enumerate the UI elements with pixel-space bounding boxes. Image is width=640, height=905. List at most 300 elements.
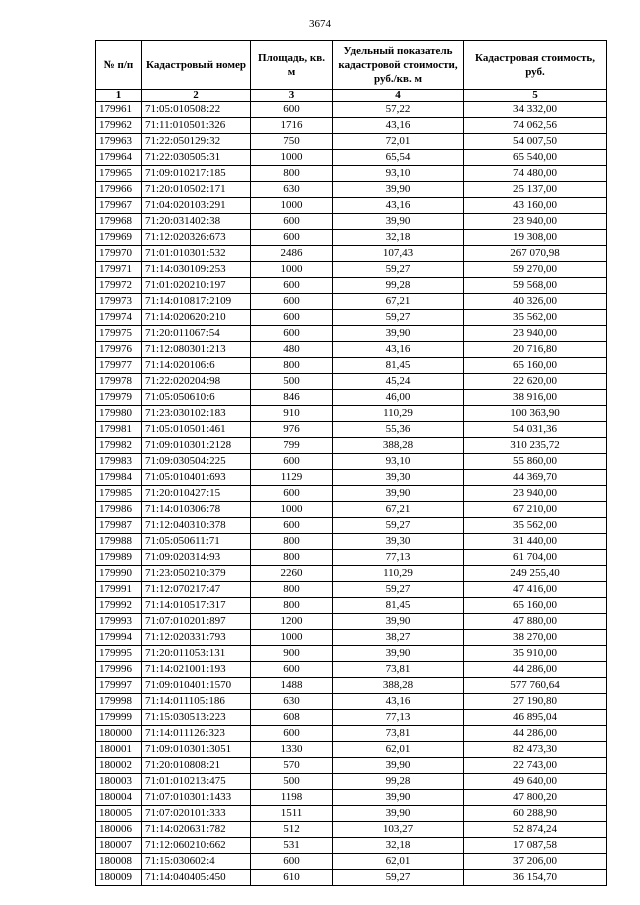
- unit-value-cell: 388,28: [333, 678, 464, 694]
- area-cell: 512: [251, 822, 333, 838]
- unit-value-cell: 99,28: [333, 774, 464, 790]
- cadastral-number-cell: 71:14:020620:210: [142, 310, 251, 326]
- row-number-cell: 179980: [96, 406, 142, 422]
- table-row: [96, 454, 607, 470]
- table-row: [96, 854, 607, 870]
- table-row: [96, 870, 607, 886]
- cadastral-number-cell: 71:12:020326:673: [142, 230, 251, 246]
- row-number-cell: 179987: [96, 518, 142, 534]
- cadastral-value-cell: 49 640,00: [464, 774, 607, 790]
- area-cell: 600: [251, 726, 333, 742]
- cadastral-value-cell: 27 190,80: [464, 694, 607, 710]
- header-area: Площадь, кв. м: [251, 41, 333, 90]
- row-number-cell: 180008: [96, 854, 142, 870]
- cadastral-value-cell: 60 288,90: [464, 806, 607, 822]
- cadastral-number-cell: 71:20:010808:21: [142, 758, 251, 774]
- cadastral-number-cell: 71:14:010817:2109: [142, 294, 251, 310]
- table-row: [96, 230, 607, 246]
- area-cell: 600: [251, 102, 333, 118]
- unit-value-cell: 59,27: [333, 310, 464, 326]
- cadastral-table: [95, 40, 607, 886]
- cadastral-number-cell: 71:01:010301:532: [142, 246, 251, 262]
- area-cell: 608: [251, 710, 333, 726]
- cadastral-value-cell: 47 880,00: [464, 614, 607, 630]
- area-cell: 800: [251, 358, 333, 374]
- area-cell: 570: [251, 758, 333, 774]
- unit-value-cell: 39,90: [333, 646, 464, 662]
- index-cell: 3: [251, 90, 333, 102]
- table-row: [96, 102, 607, 118]
- cadastral-value-cell: 37 206,00: [464, 854, 607, 870]
- table-row: [96, 534, 607, 550]
- page-number: 3674: [309, 18, 331, 30]
- unit-value-cell: 59,27: [333, 518, 464, 534]
- cadastral-number-cell: 71:15:030602:4: [142, 854, 251, 870]
- area-cell: 976: [251, 422, 333, 438]
- unit-value-cell: 59,27: [333, 262, 464, 278]
- cadastral-number-cell: 71:23:050210:379: [142, 566, 251, 582]
- row-number-cell: 179970: [96, 246, 142, 262]
- unit-value-cell: 99,28: [333, 278, 464, 294]
- cadastral-number-cell: 71:14:021001:193: [142, 662, 251, 678]
- cadastral-number-cell: 71:09:010301:3051: [142, 742, 251, 758]
- area-cell: 846: [251, 390, 333, 406]
- row-number-cell: 179995: [96, 646, 142, 662]
- table-row: [96, 246, 607, 262]
- cadastral-number-cell: 71:09:010401:1570: [142, 678, 251, 694]
- cadastral-value-cell: 25 137,00: [464, 182, 607, 198]
- cadastral-number-cell: 71:05:010508:22: [142, 102, 251, 118]
- index-cell: 5: [464, 90, 607, 102]
- row-number-cell: 179990: [96, 566, 142, 582]
- unit-value-cell: 77,13: [333, 550, 464, 566]
- cadastral-number-cell: 71:12:040310:378: [142, 518, 251, 534]
- area-cell: 800: [251, 582, 333, 598]
- unit-value-cell: 72,01: [333, 134, 464, 150]
- table-row: [96, 438, 607, 454]
- row-number-cell: 179962: [96, 118, 142, 134]
- unit-value-cell: 39,90: [333, 182, 464, 198]
- cadastral-number-cell: 71:01:010213:475: [142, 774, 251, 790]
- row-number-cell: 179982: [96, 438, 142, 454]
- cadastral-value-cell: 54 007,50: [464, 134, 607, 150]
- cadastral-number-cell: 71:22:020204:98: [142, 374, 251, 390]
- table-row: [96, 710, 607, 726]
- area-cell: 1200: [251, 614, 333, 630]
- area-cell: 1000: [251, 198, 333, 214]
- cadastral-value-cell: 52 874,24: [464, 822, 607, 838]
- row-number-cell: 179974: [96, 310, 142, 326]
- cadastral-value-cell: 38 916,00: [464, 390, 607, 406]
- row-number-cell: 179965: [96, 166, 142, 182]
- row-number-cell: 179967: [96, 198, 142, 214]
- cadastral-value-cell: 23 940,00: [464, 486, 607, 502]
- header-row: [96, 41, 607, 90]
- cadastral-value-cell: 38 270,00: [464, 630, 607, 646]
- row-number-cell: 179988: [96, 534, 142, 550]
- cadastral-number-cell: 71:12:020331:793: [142, 630, 251, 646]
- unit-value-cell: 93,10: [333, 454, 464, 470]
- unit-value-cell: 39,90: [333, 790, 464, 806]
- cadastral-number-cell: 71:09:010301:2128: [142, 438, 251, 454]
- index-row: [96, 90, 607, 102]
- index-cell: 1: [96, 90, 142, 102]
- row-number-cell: 180006: [96, 822, 142, 838]
- row-number-cell: 179969: [96, 230, 142, 246]
- row-number-cell: 179978: [96, 374, 142, 390]
- unit-value-cell: 45,24: [333, 374, 464, 390]
- cadastral-value-cell: 100 363,90: [464, 406, 607, 422]
- cadastral-value-cell: 65 160,00: [464, 598, 607, 614]
- unit-value-cell: 43,16: [333, 118, 464, 134]
- area-cell: 750: [251, 134, 333, 150]
- cadastral-value-cell: 44 369,70: [464, 470, 607, 486]
- cadastral-number-cell: 71:15:030513:223: [142, 710, 251, 726]
- row-number-cell: 179968: [96, 214, 142, 230]
- table-body: [96, 102, 607, 886]
- table-row: [96, 134, 607, 150]
- table-row: [96, 630, 607, 646]
- row-number-cell: 179981: [96, 422, 142, 438]
- cadastral-value-cell: 67 210,00: [464, 502, 607, 518]
- cadastral-number-cell: 71:14:030109:253: [142, 262, 251, 278]
- cadastral-value-cell: 19 308,00: [464, 230, 607, 246]
- table-row: [96, 358, 607, 374]
- index-cell: 2: [142, 90, 251, 102]
- unit-value-cell: 67,21: [333, 294, 464, 310]
- cadastral-number-cell: 71:04:020103:291: [142, 198, 251, 214]
- area-cell: 1000: [251, 150, 333, 166]
- unit-value-cell: 77,13: [333, 710, 464, 726]
- unit-value-cell: 38,27: [333, 630, 464, 646]
- table-row: [96, 262, 607, 278]
- unit-value-cell: 67,21: [333, 502, 464, 518]
- unit-value-cell: 110,29: [333, 406, 464, 422]
- row-number-cell: 179972: [96, 278, 142, 294]
- area-cell: 2486: [251, 246, 333, 262]
- row-number-cell: 179992: [96, 598, 142, 614]
- area-cell: 800: [251, 598, 333, 614]
- area-cell: 480: [251, 342, 333, 358]
- table-row: [96, 550, 607, 566]
- unit-value-cell: 107,43: [333, 246, 464, 262]
- table-row: [96, 326, 607, 342]
- area-cell: 600: [251, 854, 333, 870]
- cadastral-value-cell: 310 235,72: [464, 438, 607, 454]
- area-cell: 630: [251, 182, 333, 198]
- area-cell: 500: [251, 374, 333, 390]
- area-cell: 1511: [251, 806, 333, 822]
- cadastral-value-cell: 35 562,00: [464, 310, 607, 326]
- table-row: [96, 774, 607, 790]
- row-number-cell: 179999: [96, 710, 142, 726]
- table-row: [96, 806, 607, 822]
- table-row: [96, 486, 607, 502]
- cadastral-number-cell: 71:14:011105:186: [142, 694, 251, 710]
- cadastral-number-cell: 71:14:010517:317: [142, 598, 251, 614]
- table-row: [96, 742, 607, 758]
- cadastral-value-cell: 267 070,98: [464, 246, 607, 262]
- row-number-cell: 179961: [96, 102, 142, 118]
- table-row: [96, 390, 607, 406]
- cadastral-number-cell: 71:14:010306:78: [142, 502, 251, 518]
- area-cell: 600: [251, 518, 333, 534]
- unit-value-cell: 43,16: [333, 694, 464, 710]
- row-number-cell: 179983: [96, 454, 142, 470]
- header-unit-value: Удельный показатель кадастровой стоимости, руб./кв. м: [333, 41, 464, 90]
- row-number-cell: 179993: [96, 614, 142, 630]
- cadastral-number-cell: 71:20:031402:38: [142, 214, 251, 230]
- unit-value-cell: 57,22: [333, 102, 464, 118]
- cadastral-number-cell: 71:12:070217:47: [142, 582, 251, 598]
- table-row: [96, 406, 607, 422]
- area-cell: 800: [251, 166, 333, 182]
- cadastral-value-cell: 249 255,40: [464, 566, 607, 582]
- row-number-cell: 179994: [96, 630, 142, 646]
- area-cell: 1000: [251, 502, 333, 518]
- table-row: [96, 694, 607, 710]
- table-row: [96, 838, 607, 854]
- area-cell: 600: [251, 454, 333, 470]
- row-number-cell: 179991: [96, 582, 142, 598]
- area-cell: 2260: [251, 566, 333, 582]
- table-row: [96, 662, 607, 678]
- unit-value-cell: 32,18: [333, 838, 464, 854]
- row-number-cell: 179964: [96, 150, 142, 166]
- cadastral-number-cell: 71:23:030102:183: [142, 406, 251, 422]
- cadastral-value-cell: 47 800,20: [464, 790, 607, 806]
- unit-value-cell: 46,00: [333, 390, 464, 406]
- area-cell: 600: [251, 662, 333, 678]
- row-number-cell: 179986: [96, 502, 142, 518]
- cadastral-value-cell: 35 910,00: [464, 646, 607, 662]
- row-number-cell: 180004: [96, 790, 142, 806]
- cadastral-value-cell: 55 860,00: [464, 454, 607, 470]
- cadastral-value-cell: 20 716,80: [464, 342, 607, 358]
- row-number-cell: 179971: [96, 262, 142, 278]
- area-cell: 600: [251, 310, 333, 326]
- cadastral-number-cell: 71:14:040405:450: [142, 870, 251, 886]
- cadastral-value-cell: 54 031,36: [464, 422, 607, 438]
- table-row: [96, 678, 607, 694]
- unit-value-cell: 59,27: [333, 870, 464, 886]
- cadastral-number-cell: 71:07:020101:333: [142, 806, 251, 822]
- cadastral-value-cell: 74 480,00: [464, 166, 607, 182]
- table-row: [96, 614, 607, 630]
- cadastral-value-cell: 31 440,00: [464, 534, 607, 550]
- header-number: № п/п: [96, 41, 142, 90]
- cadastral-value-cell: 35 562,00: [464, 518, 607, 534]
- unit-value-cell: 81,45: [333, 598, 464, 614]
- area-cell: 531: [251, 838, 333, 854]
- row-number-cell: 180003: [96, 774, 142, 790]
- cadastral-value-cell: 65 160,00: [464, 358, 607, 374]
- cadastral-value-cell: 22 743,00: [464, 758, 607, 774]
- cadastral-value-cell: 43 160,00: [464, 198, 607, 214]
- cadastral-number-cell: 71:14:020631:782: [142, 822, 251, 838]
- cadastral-number-cell: 71:14:011126:323: [142, 726, 251, 742]
- unit-value-cell: 39,90: [333, 214, 464, 230]
- unit-value-cell: 39,30: [333, 470, 464, 486]
- cadastral-value-cell: 65 540,00: [464, 150, 607, 166]
- unit-value-cell: 43,16: [333, 198, 464, 214]
- row-number-cell: 180007: [96, 838, 142, 854]
- cadastral-value-cell: 59 270,00: [464, 262, 607, 278]
- cadastral-value-cell: 34 332,00: [464, 102, 607, 118]
- area-cell: 600: [251, 214, 333, 230]
- unit-value-cell: 110,29: [333, 566, 464, 582]
- cadastral-number-cell: 71:20:011053:131: [142, 646, 251, 662]
- row-number-cell: 179963: [96, 134, 142, 150]
- unit-value-cell: 62,01: [333, 854, 464, 870]
- cadastral-number-cell: 71:05:050611:71: [142, 534, 251, 550]
- row-number-cell: 180000: [96, 726, 142, 742]
- row-number-cell: 179966: [96, 182, 142, 198]
- area-cell: 600: [251, 294, 333, 310]
- table-row: [96, 646, 607, 662]
- row-number-cell: 179998: [96, 694, 142, 710]
- index-cell: 4: [333, 90, 464, 102]
- cadastral-number-cell: 71:20:010502:171: [142, 182, 251, 198]
- area-cell: 1716: [251, 118, 333, 134]
- cadastral-number-cell: 71:11:010501:326: [142, 118, 251, 134]
- cadastral-value-cell: 40 326,00: [464, 294, 607, 310]
- row-number-cell: 179997: [96, 678, 142, 694]
- table-row: [96, 518, 607, 534]
- cadastral-number-cell: 71:09:030504:225: [142, 454, 251, 470]
- cadastral-number-cell: 71:14:020106:6: [142, 358, 251, 374]
- area-cell: 500: [251, 774, 333, 790]
- unit-value-cell: 32,18: [333, 230, 464, 246]
- cadastral-number-cell: 71:12:060210:662: [142, 838, 251, 854]
- table-row: [96, 758, 607, 774]
- table-row: [96, 566, 607, 582]
- area-cell: 900: [251, 646, 333, 662]
- cadastral-value-cell: 577 760,64: [464, 678, 607, 694]
- table-row: [96, 278, 607, 294]
- unit-value-cell: 388,28: [333, 438, 464, 454]
- unit-value-cell: 39,30: [333, 534, 464, 550]
- cadastral-value-cell: 44 286,00: [464, 662, 607, 678]
- cadastral-number-cell: 71:22:030505:31: [142, 150, 251, 166]
- cadastral-number-cell: 71:07:010201:897: [142, 614, 251, 630]
- cadastral-value-cell: 23 940,00: [464, 214, 607, 230]
- row-number-cell: 179984: [96, 470, 142, 486]
- cadastral-number-cell: 71:05:010501:461: [142, 422, 251, 438]
- cadastral-value-cell: 44 286,00: [464, 726, 607, 742]
- cadastral-number-cell: 71:05:050610:6: [142, 390, 251, 406]
- cadastral-value-cell: 22 620,00: [464, 374, 607, 390]
- table-row: [96, 726, 607, 742]
- row-number-cell: 179973: [96, 294, 142, 310]
- table-row: [96, 310, 607, 326]
- area-cell: 1129: [251, 470, 333, 486]
- unit-value-cell: 39,90: [333, 614, 464, 630]
- area-cell: 600: [251, 326, 333, 342]
- table-row: [96, 198, 607, 214]
- area-cell: 610: [251, 870, 333, 886]
- table-row: [96, 342, 607, 358]
- unit-value-cell: 39,90: [333, 806, 464, 822]
- cadastral-number-cell: 71:20:010427:15: [142, 486, 251, 502]
- table-row: [96, 214, 607, 230]
- area-cell: 1488: [251, 678, 333, 694]
- area-cell: 1330: [251, 742, 333, 758]
- table-row: [96, 502, 607, 518]
- row-number-cell: 180009: [96, 870, 142, 886]
- area-cell: 600: [251, 278, 333, 294]
- cadastral-number-cell: 71:12:080301:213: [142, 342, 251, 358]
- row-number-cell: 179975: [96, 326, 142, 342]
- cadastral-value-cell: 47 416,00: [464, 582, 607, 598]
- unit-value-cell: 73,81: [333, 662, 464, 678]
- cadastral-value-cell: 23 940,00: [464, 326, 607, 342]
- cadastral-number-cell: 71:01:020210:197: [142, 278, 251, 294]
- area-cell: 800: [251, 550, 333, 566]
- area-cell: 600: [251, 230, 333, 246]
- area-cell: 1198: [251, 790, 333, 806]
- row-number-cell: 179996: [96, 662, 142, 678]
- unit-value-cell: 55,36: [333, 422, 464, 438]
- cadastral-value-cell: 82 473,30: [464, 742, 607, 758]
- header-cadastral-number: Кадастровый номер: [142, 41, 251, 90]
- table-row: [96, 182, 607, 198]
- table-row: [96, 822, 607, 838]
- cadastral-value-cell: 61 704,00: [464, 550, 607, 566]
- row-number-cell: 180002: [96, 758, 142, 774]
- cadastral-value-cell: 59 568,00: [464, 278, 607, 294]
- cadastral-value-cell: 36 154,70: [464, 870, 607, 886]
- unit-value-cell: 39,90: [333, 758, 464, 774]
- row-number-cell: 180001: [96, 742, 142, 758]
- unit-value-cell: 39,90: [333, 326, 464, 342]
- table-row: [96, 790, 607, 806]
- unit-value-cell: 62,01: [333, 742, 464, 758]
- unit-value-cell: 39,90: [333, 486, 464, 502]
- area-cell: 910: [251, 406, 333, 422]
- row-number-cell: 179976: [96, 342, 142, 358]
- table-row: [96, 118, 607, 134]
- unit-value-cell: 103,27: [333, 822, 464, 838]
- unit-value-cell: 93,10: [333, 166, 464, 182]
- area-cell: 600: [251, 486, 333, 502]
- table-row: [96, 582, 607, 598]
- area-cell: 1000: [251, 630, 333, 646]
- table-row: [96, 422, 607, 438]
- cadastral-number-cell: 71:09:010217:185: [142, 166, 251, 182]
- cadastral-value-cell: 17 087,58: [464, 838, 607, 854]
- table-row: [96, 166, 607, 182]
- cadastral-number-cell: 71:07:010301:1433: [142, 790, 251, 806]
- unit-value-cell: 43,16: [333, 342, 464, 358]
- unit-value-cell: 81,45: [333, 358, 464, 374]
- row-number-cell: 180005: [96, 806, 142, 822]
- area-cell: 1000: [251, 262, 333, 278]
- area-cell: 800: [251, 534, 333, 550]
- unit-value-cell: 59,27: [333, 582, 464, 598]
- cadastral-number-cell: 71:20:011067:54: [142, 326, 251, 342]
- cadastral-value-cell: 74 062,56: [464, 118, 607, 134]
- area-cell: 630: [251, 694, 333, 710]
- table-row: [96, 374, 607, 390]
- row-number-cell: 179979: [96, 390, 142, 406]
- unit-value-cell: 73,81: [333, 726, 464, 742]
- unit-value-cell: 65,54: [333, 150, 464, 166]
- table-row: [96, 294, 607, 310]
- cadastral-value-cell: 46 895,04: [464, 710, 607, 726]
- header-cadastral-value: Кадастровая стоимость, руб.: [464, 41, 607, 90]
- row-number-cell: 179977: [96, 358, 142, 374]
